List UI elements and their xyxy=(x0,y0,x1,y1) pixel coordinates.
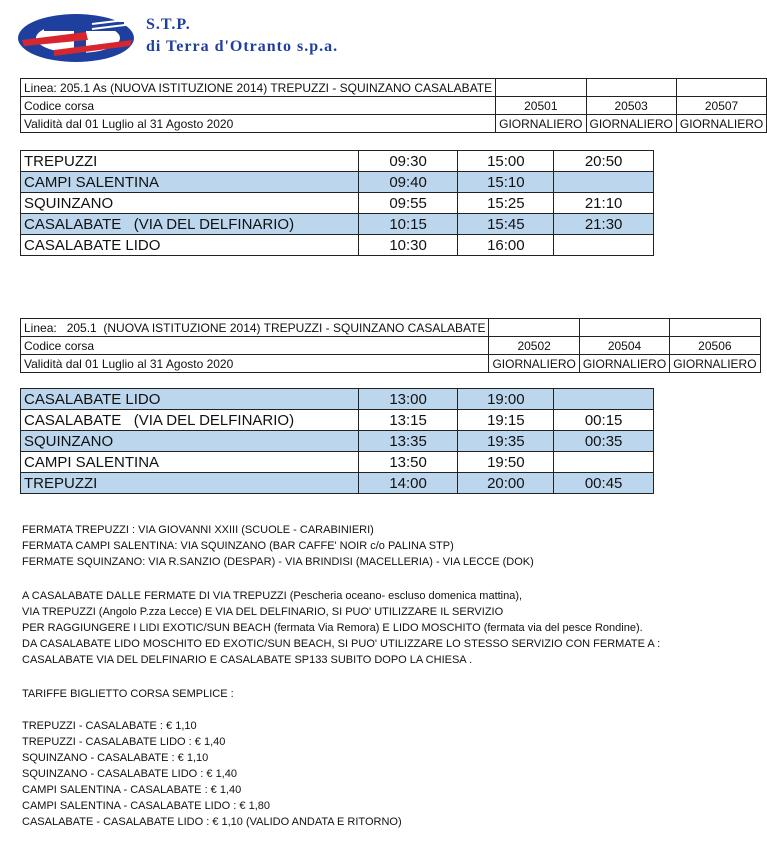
time-cell: 13:50 xyxy=(358,452,458,473)
table2-header xyxy=(20,318,761,373)
tariffe-title: TARIFFE BIGLIETTO CORSA SEMPLICE : xyxy=(22,688,234,700)
time-cell: 19:50 xyxy=(458,452,554,473)
table1-timetable xyxy=(20,150,654,256)
table1-code: 20503 xyxy=(586,97,676,115)
time-cell xyxy=(554,235,654,256)
time-cell: 15:00 xyxy=(458,151,554,172)
stop-name: CASALABATE (VIA DEL DELFINARIO) xyxy=(21,410,359,431)
time-cell: 15:10 xyxy=(458,172,554,193)
table1-code: 20507 xyxy=(676,97,766,115)
table2-code: 20504 xyxy=(579,337,669,355)
note-line: FERMATE SQUINZANO: VIA R.SANZIO (DESPAR) - VIA BRINDISI (MACELLERIA) - VIA LECCE (DOK) xyxy=(22,556,534,568)
time-cell xyxy=(554,389,654,410)
table2-codice-label: Codice corsa xyxy=(21,337,489,355)
time-cell xyxy=(554,452,654,473)
time-cell: 19:15 xyxy=(458,410,554,431)
note-line: FERMATA CAMPI SALENTINA: VIA SQUINZANO (BAR CAFFE' NOIR c/o PALINA STP) xyxy=(22,540,454,552)
tariffa-line: CAMPI SALENTINA - CASALABATE LIDO : € 1,80 xyxy=(22,800,270,812)
stop-name: CASALABATE (VIA DEL DELFINARIO) xyxy=(21,214,359,235)
time-cell: 09:55 xyxy=(358,193,458,214)
stop-name: CASALABATE LIDO xyxy=(21,389,359,410)
servizio-notes xyxy=(22,588,660,668)
time-cell: 15:45 xyxy=(458,214,554,235)
stop-name: TREPUZZI xyxy=(21,473,359,494)
table1-codice-label: Codice corsa xyxy=(21,97,496,115)
table2-linea: Linea: 205.1 (NUOVA ISTITUZIONE 2014) TREPUZZI - SQUINZANO CASALABATE xyxy=(21,319,489,337)
company-line1: S.T.P. xyxy=(146,16,191,33)
tariffa-line: CASALABATE - CASALABATE LIDO : € 1,10 (VALIDO ANDATA E RITORNO) xyxy=(22,816,402,828)
note-line: DA CASALABATE LIDO MOSCHITO ED EXOTIC/SUN BEACH, SI PUO' UTILIZZARE LO STESSO SERVIZIO CON FERMATE A : xyxy=(22,638,661,650)
table1-header xyxy=(20,78,767,133)
table1-freq: GIORNALIERO xyxy=(676,115,766,133)
time-cell: 10:15 xyxy=(358,214,458,235)
table1-validita: Validità dal 01 Luglio al 31 Agosto 2020 xyxy=(21,115,496,133)
note-line: PER RAGGIUNGERE I LIDI EXOTIC/SUN BEACH (fermata Via Remora) E LIDO MOSCHITO (fermata via del pesce Rondine). xyxy=(22,622,643,634)
time-cell: 20:50 xyxy=(554,151,654,172)
table2-freq: GIORNALIERO xyxy=(489,355,579,373)
table-row xyxy=(21,452,654,473)
time-cell: 21:30 xyxy=(554,214,654,235)
table-row xyxy=(21,431,654,452)
time-cell: 10:30 xyxy=(358,235,458,256)
note-line: A CASALABATE DALLE FERMATE DI VIA TREPUZZI (Pescheria oceano- escluso domenica mattina), xyxy=(22,590,523,602)
time-cell: 16:00 xyxy=(458,235,554,256)
table1-linea: Linea: 205.1 As (NUOVA ISTITUZIONE 2014) TREPUZZI - SQUINZANO CASALABATE xyxy=(21,79,496,97)
table2-code: 20506 xyxy=(670,337,760,355)
time-cell: 19:35 xyxy=(458,431,554,452)
table2-freq: GIORNALIERO xyxy=(579,355,669,373)
table2-freq: GIORNALIERO xyxy=(670,355,760,373)
tariffa-line: SQUINZANO - CASALABATE LIDO : € 1,40 xyxy=(22,768,237,780)
time-cell: 13:15 xyxy=(358,410,458,431)
tariffa-line: SQUINZANO - CASALABATE : € 1,10 xyxy=(22,752,209,764)
time-cell: 00:35 xyxy=(554,431,654,452)
table-row xyxy=(21,214,654,235)
tariffa-line: CAMPI SALENTINA - CASALABATE : € 1,40 xyxy=(22,784,242,796)
time-cell: 14:00 xyxy=(358,473,458,494)
time-cell: 13:35 xyxy=(358,431,458,452)
time-cell: 15:25 xyxy=(458,193,554,214)
table1-freq: GIORNALIERO xyxy=(586,115,676,133)
stop-name: SQUINZANO xyxy=(21,431,359,452)
table-row xyxy=(21,473,654,494)
note-line: CASALABATE VIA DEL DELFINARIO E CASALABATE SP133 SUBITO DOPO LA CHIESA . xyxy=(22,654,473,666)
time-cell xyxy=(554,172,654,193)
table2-timetable xyxy=(20,388,654,494)
fermate-notes xyxy=(22,522,534,570)
time-cell: 19:00 xyxy=(458,389,554,410)
stop-name: CAMPI SALENTINA xyxy=(21,452,359,473)
company-line2: di Terra d'Otranto s.p.a. xyxy=(146,38,339,55)
table-row xyxy=(21,151,654,172)
table1-freq: GIORNALIERO xyxy=(496,115,586,133)
time-cell: 20:00 xyxy=(458,473,554,494)
stop-name: CASALABATE LIDO xyxy=(21,235,359,256)
tariffa-line: TREPUZZI - CASALABATE LIDO : € 1,40 xyxy=(22,736,226,748)
table-row xyxy=(21,172,654,193)
table1-code: 20501 xyxy=(496,97,586,115)
stop-name: SQUINZANO xyxy=(21,193,359,214)
tariffe-list xyxy=(22,718,402,830)
tariffa-line: TREPUZZI - CASALABATE : € 1,10 xyxy=(22,720,197,732)
time-cell: 21:10 xyxy=(554,193,654,214)
table-row xyxy=(21,410,654,431)
time-cell: 00:45 xyxy=(554,473,654,494)
time-cell: 00:15 xyxy=(554,410,654,431)
table2-validita: Validità dal 01 Luglio al 31 Agosto 2020 xyxy=(21,355,489,373)
stp-logo xyxy=(14,10,154,68)
time-cell: 13:00 xyxy=(358,389,458,410)
company-name xyxy=(146,14,338,58)
note-line: VIA TREPUZZI (Angolo P.zza Lecce) E VIA DEL DELFINARIO, SI PUO' UTILIZZARE IL SERVIZIO xyxy=(22,606,504,618)
stop-name: CAMPI SALENTINA xyxy=(21,172,359,193)
table-row xyxy=(21,235,654,256)
table-row xyxy=(21,389,654,410)
table-row xyxy=(21,193,654,214)
time-cell: 09:40 xyxy=(358,172,458,193)
table2-code: 20502 xyxy=(489,337,579,355)
stop-name: TREPUZZI xyxy=(21,151,359,172)
note-line: FERMATA TREPUZZI : VIA GIOVANNI XXIII (SCUOLE - CARABINIERI) xyxy=(22,524,374,536)
time-cell: 09:30 xyxy=(358,151,458,172)
stp-logo-icon xyxy=(14,10,154,68)
